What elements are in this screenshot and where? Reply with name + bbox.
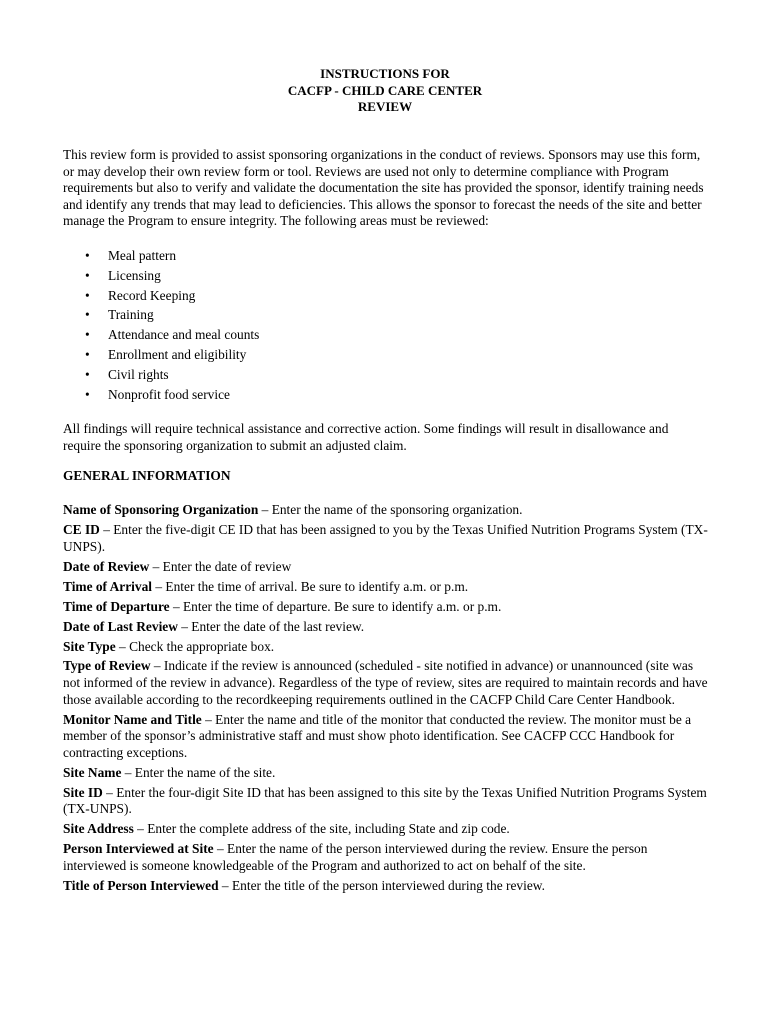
field-name: Site ID — [63, 784, 103, 800]
field-name: Site Address — [63, 821, 134, 837]
bullet-icon: • — [85, 346, 90, 362]
field-name: Site Name — [63, 764, 122, 780]
list-item — [63, 305, 703, 325]
field-instruction — [63, 522, 709, 555]
field-description: – Enter the date of the last review. — [177, 618, 365, 634]
list-item — [63, 266, 703, 286]
field-instruction — [63, 579, 709, 596]
bullet-icon: • — [85, 366, 90, 382]
field-description: – Check the appropriate box. — [115, 638, 275, 654]
list-item — [63, 286, 703, 306]
bullet-icon: • — [85, 327, 90, 343]
field-instruction — [63, 712, 709, 762]
field-description: – Enter the time of arrival. Be sure to identify a.m. or p.m. — [152, 578, 469, 594]
list-item-label: Civil rights — [108, 366, 169, 382]
field-description: – Enter the complete address of the site, including State and zip code. — [133, 821, 510, 837]
field-name: Date of Review — [63, 558, 150, 574]
field-instruction — [63, 599, 709, 616]
field-instruction — [63, 765, 709, 782]
title-line: CACFP - CHILD CARE CENTER — [287, 82, 483, 98]
bullet-icon: • — [85, 287, 90, 303]
field-instruction — [63, 878, 709, 895]
field-description: – Enter the five-digit CE ID that has been assigned to you by the Texas Unified Nutrition Programs System (TX-UNPS). — [63, 521, 708, 554]
list-item-label: Attendance and meal counts — [108, 327, 260, 343]
field-name: Time of Departure — [63, 598, 170, 614]
field-description: – Indicate if the review is announced (scheduled - site notified in advance) or unannounced (site was not informed of the review in advance). Regardless of the type of review, sites are required to maintain records and have those available according to the recordkeeping requirements outlined in the CACFP Child Care Center Handbook. — [63, 658, 708, 707]
field-instruction — [63, 502, 709, 519]
document-title — [0, 66, 770, 116]
list-item-label: Training — [108, 307, 154, 323]
field-name: Type of Review — [63, 658, 151, 674]
list-item — [63, 365, 703, 385]
section-heading: GENERAL INFORMATION — [63, 468, 231, 483]
field-instruction — [63, 559, 709, 576]
review-areas-list — [63, 246, 703, 404]
field-instructions — [63, 502, 709, 898]
field-instruction — [63, 841, 709, 874]
field-description: – Enter the name of the site. — [121, 764, 276, 780]
field-name: Monitor Name and Title — [63, 711, 202, 727]
field-name: Name of Sponsoring Organization — [63, 502, 259, 517]
list-item-label: Meal pattern — [108, 248, 177, 263]
intro-paragraph: This review form is provided to assist sponsoring organizations in the conduct of reviews. Sponsors may use this form, or may develop their own review form or tool. Reviews are used not only to determine compliance with Program requirements but also to verify and validate the documentation the site has provided the sponsor, identify training needs and identify any trends that may lead to deficiencies. This allows the sponsor to forecast the needs of the site and better manage the Program to ensure integrity. The following areas must be reviewed: — [63, 147, 704, 229]
bullet-icon: • — [85, 267, 90, 283]
field-description: – Enter the time of departure. Be sure to identify a.m. or p.m. — [169, 598, 502, 614]
field-description: – Enter the name of the person interviewed during the review. Ensure the person interviewed is someone knowledgeable of the Program and authorized to act on behalf of the site. — [63, 841, 648, 873]
field-description: – Enter the four-digit Site ID that has been assigned to this site by the Texas Unified Nutrition Programs System (TX-UNPS). — [63, 784, 707, 817]
field-name: Title of Person Interviewed — [63, 877, 219, 893]
field-instruction — [63, 619, 709, 636]
list-item-label: Record Keeping — [108, 287, 196, 303]
title-line: REVIEW — [357, 99, 413, 114]
list-item-label: Enrollment and eligibility — [108, 346, 247, 362]
field-instruction — [63, 639, 709, 656]
field-name: Time of Arrival — [63, 578, 153, 594]
findings-paragraph: All findings will require technical assistance and corrective action. Some findings will result in disallowance and require the sponsoring organization to submit an adjusted claim. — [63, 421, 669, 453]
field-instruction — [63, 821, 709, 838]
list-item — [63, 345, 703, 365]
title-line: INSTRUCTIONS FOR — [320, 66, 450, 81]
list-item-label: Licensing — [108, 267, 161, 283]
bullet-icon: • — [85, 386, 90, 402]
field-description: – Enter the name of the sponsoring organization. — [258, 502, 523, 517]
list-item-label: Nonprofit food service — [108, 386, 230, 402]
field-instruction — [63, 658, 709, 708]
field-description: – Enter the date of review — [149, 558, 292, 574]
bullet-icon: • — [85, 248, 90, 263]
list-item — [63, 385, 703, 405]
field-name: CE ID — [63, 521, 100, 537]
list-item — [63, 246, 703, 266]
field-instruction — [63, 785, 709, 818]
field-description: – Enter the name and title of the monitor that conducted the review. The monitor must be a member of the sponsor’s administrative staff and must show photo identification. See CACFP CCC Handbook for contracting exceptions. — [63, 711, 692, 760]
field-name: Date of Last Review — [63, 618, 178, 634]
bullet-icon: • — [85, 307, 90, 323]
field-description: – Enter the title of the person interviewed during the review. — [218, 877, 545, 893]
field-name: Site Type — [63, 638, 116, 654]
list-item — [63, 325, 703, 345]
field-name: Person Interviewed at Site — [63, 841, 214, 857]
